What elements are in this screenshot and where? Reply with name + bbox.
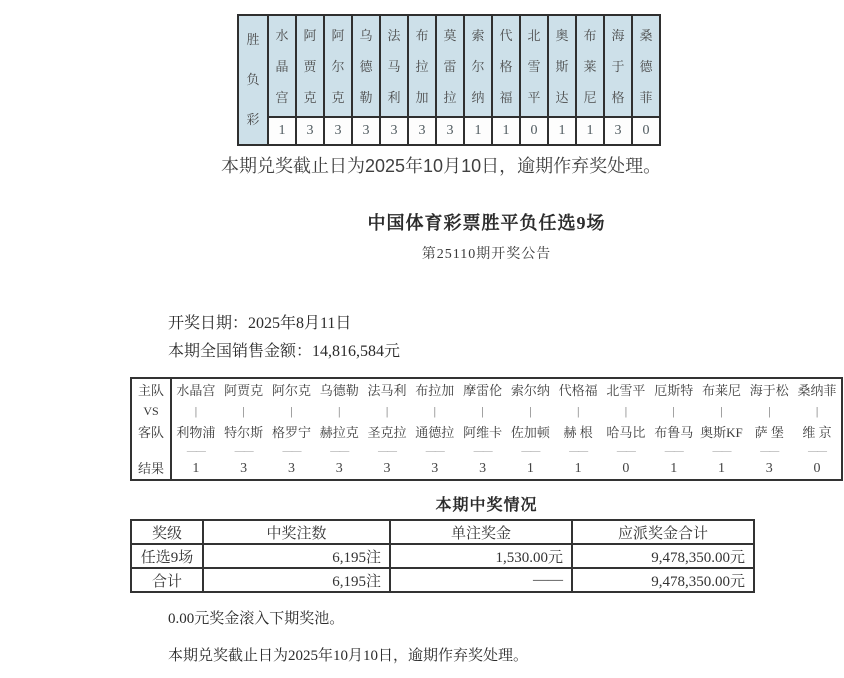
team-header: [520, 15, 548, 117]
prize-single: 1,530.00元: [390, 544, 572, 568]
prize-table-header-row: [131, 520, 754, 544]
team-header: [632, 15, 660, 117]
prize-row: [131, 544, 754, 568]
dash-separator: ——: [616, 446, 635, 457]
result-cell: 3: [604, 117, 632, 145]
team-name: 阿尔克: [331, 27, 345, 105]
prize-row-total: [131, 568, 754, 592]
team-header: [464, 15, 492, 117]
dash-separator: ——: [521, 446, 540, 457]
team-name: 海于格: [611, 27, 625, 105]
home-team: 索尔纳: [510, 383, 550, 398]
dash-separator: ——: [234, 446, 253, 457]
away-team: 通德拉: [415, 425, 455, 440]
match-column: [459, 379, 507, 479]
away-team: 格罗宁: [271, 425, 311, 440]
result-cell: 0: [520, 117, 548, 145]
page-title: 中国体育彩票胜平负任选9场: [367, 213, 606, 233]
header-single-prize: 单注奖金: [390, 520, 572, 544]
team-header: [352, 15, 380, 117]
team-name: 阿贾克: [303, 27, 317, 105]
dash-separator: ——: [425, 446, 444, 457]
team-name: 北雪平: [527, 27, 541, 105]
header-total-prize: 应派奖金合计: [572, 520, 754, 544]
team-name: 代格福: [499, 27, 513, 105]
dash-separator: ——: [282, 446, 301, 457]
team-header: [380, 15, 408, 117]
match-result: 3: [765, 461, 773, 476]
dash-separator: ——: [808, 446, 827, 457]
team-name: 水晶宫: [275, 27, 289, 105]
match-result: 1: [670, 461, 678, 476]
redeem-deadline-notice-top: 本期兑奖截止日为2025年10月10日，逾期作弃奖处理。: [221, 156, 662, 176]
vs-separator: |: [338, 404, 341, 418]
home-team: 厄斯特: [654, 383, 694, 398]
match-column: [793, 379, 841, 479]
match-column: [363, 379, 411, 479]
team-name: 索尔纳: [471, 27, 485, 105]
home-team: 布拉加: [415, 383, 455, 398]
away-team: 特尔斯: [224, 425, 264, 440]
home-team: 代格福: [558, 383, 598, 398]
away-team: 圣克拉: [367, 425, 407, 440]
match-result: 3: [431, 461, 439, 476]
result-cell: 0: [632, 117, 660, 145]
match-column: [220, 379, 268, 479]
matches-table-header-column: [132, 379, 172, 479]
result-cell: 1: [576, 117, 604, 145]
dash-separator: ——: [569, 446, 588, 457]
vs-separator: |: [529, 404, 532, 418]
away-team: 利物浦: [176, 425, 216, 440]
result-cell: 1: [492, 117, 520, 145]
dash-separator: ——: [378, 446, 397, 457]
dash-separator: ——: [712, 446, 731, 457]
match-result: 3: [383, 461, 391, 476]
team-name: 布拉加: [415, 27, 429, 105]
home-label: 主队: [137, 383, 164, 398]
home-team: 桑纳菲: [797, 383, 837, 398]
result-cell: 1: [464, 117, 492, 145]
draw-date-line: 开奖日期：2025年8月11日: [168, 315, 352, 332]
dash-separator: ——: [186, 446, 205, 457]
vs-separator: |: [242, 404, 245, 418]
matches-table: [130, 377, 843, 481]
team-header: [268, 15, 296, 117]
dash-separator: ——: [473, 446, 492, 457]
match-result: 0: [622, 461, 630, 476]
match-column: [315, 379, 363, 479]
away-team: 赫 根: [563, 425, 593, 440]
vs-separator: |: [481, 404, 484, 418]
match-column: [268, 379, 316, 479]
home-team: 北雪平: [606, 383, 646, 398]
prize-total: 9,478,350.00元: [572, 568, 754, 592]
match-result: 3: [240, 461, 248, 476]
match-column: [554, 379, 602, 479]
away-team: 哈马比: [606, 425, 646, 440]
match-column: [506, 379, 554, 479]
vs-separator: |: [768, 404, 771, 418]
team-header: [436, 15, 464, 117]
team-header: [296, 15, 324, 117]
redeem-deadline-notice-bottom: 本期兑奖截止日为2025年10月10日，逾期作弃奖处理。: [168, 648, 529, 664]
away-label: 客队: [137, 425, 164, 440]
team-header: [492, 15, 520, 117]
home-team: 水晶宫: [176, 383, 216, 398]
result-cell: 1: [548, 117, 576, 145]
team-header: [576, 15, 604, 117]
team-header: [548, 15, 576, 117]
rollover-line: 0.00元奖金滚入下期奖池。: [168, 611, 345, 627]
match-result: 0: [813, 461, 821, 476]
team-name: 莫雷拉: [443, 27, 457, 105]
match-column: [698, 379, 746, 479]
prize-table: [130, 519, 755, 593]
home-team: 海于松: [749, 383, 789, 398]
away-team: 赫拉克: [319, 425, 359, 440]
vs-label: VS: [143, 404, 159, 418]
vs-separator: |: [194, 404, 198, 418]
vs-separator: |: [433, 404, 436, 418]
dash-separator: ——: [330, 446, 349, 457]
result-cell: 3: [408, 117, 436, 145]
vs-separator: |: [720, 404, 723, 418]
match-columns: [172, 379, 841, 479]
away-team: 布鲁马: [654, 425, 694, 440]
team-header: [324, 15, 352, 117]
home-team: 乌德勒: [319, 383, 359, 398]
issue-subtitle: 第25110期开奖公告: [421, 247, 552, 262]
team-name: 桑德菲: [639, 27, 653, 105]
dash-separator: ——: [760, 446, 779, 457]
away-team: 阿维卡: [463, 425, 503, 440]
prize-single: ——: [390, 568, 572, 592]
prize-total: 9,478,350.00元: [572, 544, 754, 568]
match-result: 1: [574, 461, 582, 476]
match-column: [411, 379, 459, 479]
header-level: 奖级: [131, 520, 203, 544]
away-team: 佐加顿: [510, 425, 550, 440]
vs-separator: |: [576, 404, 580, 418]
match-column: [650, 379, 698, 479]
home-team: 阿尔克: [271, 383, 311, 398]
prize-level: 合计: [131, 568, 203, 592]
header-count: 中奖注数: [203, 520, 390, 544]
home-team: 阿贾克: [224, 383, 264, 398]
team-name: 法马利: [387, 27, 401, 105]
team-name: 乌德勒: [359, 27, 373, 105]
result-label: 结果: [137, 461, 164, 476]
prize-level: 任选9场: [131, 544, 203, 568]
match-result: 3: [335, 461, 343, 476]
vs-separator: |: [672, 404, 675, 418]
team-name: 布莱尼: [583, 27, 597, 105]
prize-count: 6,195注: [203, 568, 390, 592]
shengfucai-results-table: [237, 14, 661, 146]
sales-amount-line: 本期全国销售金额：14,816,584元: [168, 343, 401, 360]
home-team: 法马利: [367, 383, 407, 398]
vs-separator: |: [624, 404, 628, 418]
match-result: 1: [717, 461, 725, 476]
team-header: [408, 15, 436, 117]
match-column: [745, 379, 793, 479]
team-name: 奥斯达: [555, 27, 569, 105]
vs-separator: |: [385, 404, 389, 418]
dash-separator: ——: [664, 446, 683, 457]
vs-separator: |: [290, 404, 293, 418]
shengfucai-label: 胜负彩: [246, 32, 260, 127]
match-column: [602, 379, 650, 479]
result-cell: 3: [324, 117, 352, 145]
match-column: [172, 379, 220, 479]
shengfucai-corner-cell: [238, 15, 268, 145]
match-result: 1: [526, 461, 534, 476]
home-team: 摩雷伦: [463, 383, 503, 398]
vs-separator: |: [815, 404, 819, 418]
result-cell: 3: [436, 117, 464, 145]
result-cell: 3: [380, 117, 408, 145]
team-header: [604, 15, 632, 117]
result-cell: 3: [352, 117, 380, 145]
home-team: 布莱尼: [701, 383, 741, 398]
prize-count: 6,195注: [203, 544, 390, 568]
away-team: 奥斯KF: [700, 425, 743, 440]
away-team: 萨 堡: [754, 425, 784, 440]
result-cell: 1: [268, 117, 296, 145]
result-cell: 3: [296, 117, 324, 145]
match-result: 3: [287, 461, 295, 476]
match-result: 1: [192, 461, 200, 476]
away-team: 维 京: [802, 425, 832, 440]
match-result: 3: [479, 461, 487, 476]
winning-section-heading: 本期中奖情况: [435, 497, 538, 514]
